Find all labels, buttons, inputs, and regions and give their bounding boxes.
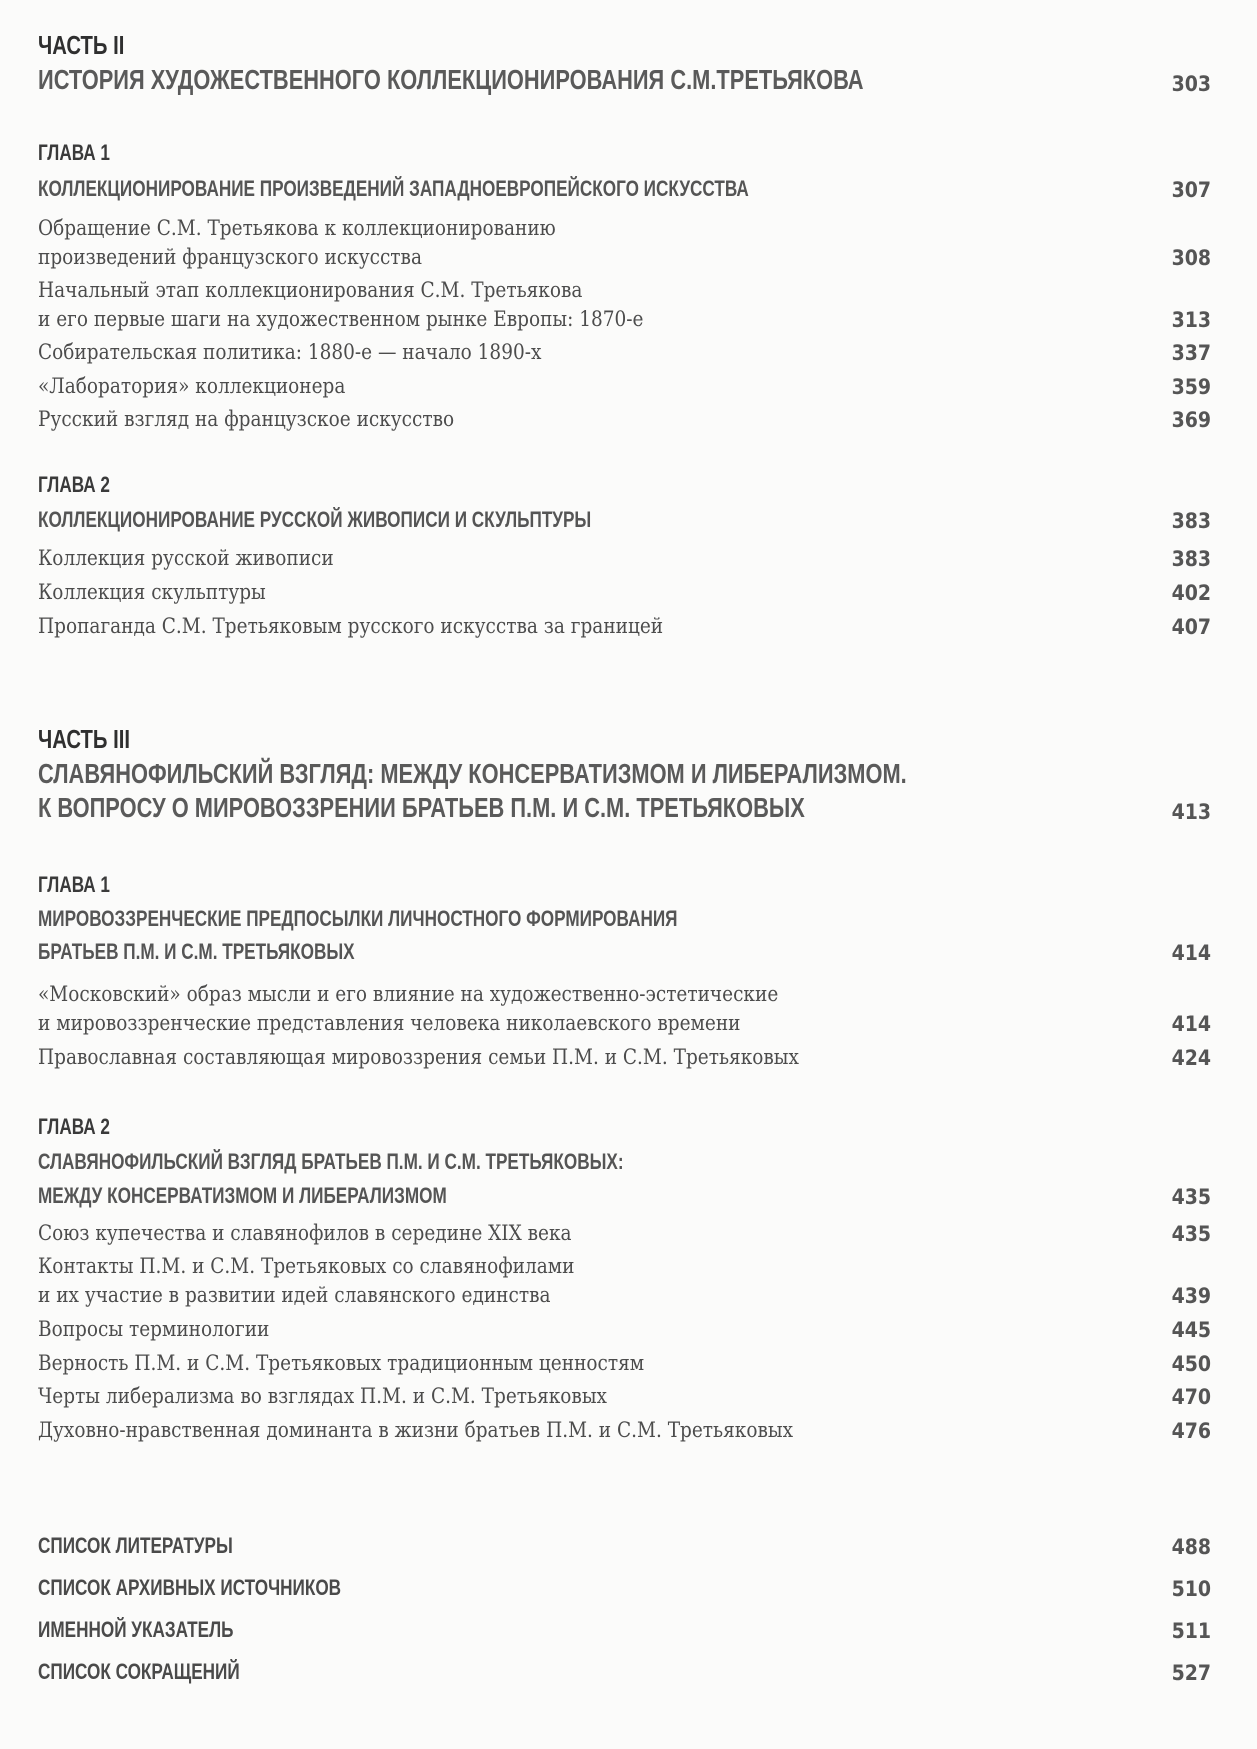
- chapter-label: ГЛАВА 1: [38, 140, 110, 165]
- page-number: 424: [1171, 1046, 1211, 1070]
- part3-ch1-title-line1: [38, 906, 858, 932]
- entry-text: Начальный этап коллекционирования С.М. Третьякова: [38, 278, 583, 303]
- entry-text: Черты либерализма во взглядах П.М. и С.М. Третьяковых: [38, 1384, 607, 1409]
- back-matter-item: [38, 1659, 1211, 1685]
- part3-title-line1: [38, 758, 1152, 790]
- back-matter-title: ИМЕННОЙ УКАЗАТЕЛЬ: [38, 1617, 234, 1642]
- chapter-title: МЕЖДУ КОНСЕРВАТИЗМОМ И ЛИБЕРАЛИЗМОМ: [38, 1183, 447, 1208]
- chapter-title: БРАТЬЕВ П.М. И С.М. ТРЕТЬЯКОВЫХ: [38, 939, 355, 964]
- page-number: 308: [1171, 246, 1211, 270]
- part3-ch1-label: [38, 872, 130, 898]
- toc-entry: [38, 374, 1211, 399]
- part2-ch2-title-row: [38, 507, 1211, 533]
- chapter-label: ГЛАВА 2: [38, 1114, 110, 1139]
- entry-text: Пропаганда С.М. Третьяковым русского искусства за границей: [38, 614, 664, 639]
- toc-entry-line: [38, 216, 640, 241]
- chapter-label: ГЛАВА 2: [38, 472, 110, 497]
- page-number: 383: [1171, 547, 1211, 571]
- page-number: 383: [1171, 509, 1211, 533]
- toc-entry-line: [38, 1254, 662, 1279]
- part2-ch2-label: [38, 472, 130, 498]
- toc-entry: [38, 1317, 1211, 1342]
- page-number: 359: [1171, 375, 1211, 399]
- page-number: 307: [1171, 178, 1211, 202]
- part3-ch1-title-row: [38, 939, 1211, 965]
- toc-entry: [38, 580, 1211, 605]
- part-label-text: ЧАСТЬ II: [38, 30, 125, 60]
- entry-text: и мировоззренческие представления человека николаевского времени: [38, 1011, 741, 1036]
- toc-entry-line: [38, 278, 671, 303]
- page-number: 476: [1171, 1419, 1211, 1443]
- part3-title-row: [38, 792, 1211, 824]
- page-number: 313: [1171, 308, 1211, 332]
- part-title: СЛАВЯНОФИЛЬСКИЙ ВЗГЛЯД: МЕЖДУ КОНСЕРВАТИЗМОМ И ЛИБЕРАЛИЗМОМ.: [38, 758, 907, 789]
- toc-entry: [38, 1283, 1211, 1308]
- back-matter-title: СПИСОК ЛИТЕРАТУРЫ: [38, 1533, 233, 1558]
- entry-text: Контакты П.М. и С.М. Третьяковых со славянофилами: [38, 1254, 575, 1279]
- part3-ch2-title-row: [38, 1183, 1211, 1209]
- toc-entry: [38, 614, 1211, 639]
- toc-entry: [38, 1221, 1211, 1246]
- chapter-title: КОЛЛЕКЦИОНИРОВАНИЕ РУССКОЙ ЖИВОПИСИ И СКУЛЬПТУРЫ: [38, 507, 592, 532]
- back-matter-title: СПИСОК СОКРАЩЕНИЙ: [38, 1659, 240, 1684]
- entry-text: Союз купечества и славянофилов в середине XIX века: [38, 1221, 572, 1246]
- page-number: 369: [1171, 408, 1211, 432]
- toc-entry: [38, 1418, 1211, 1443]
- toc-entry: [38, 307, 1211, 332]
- page-number: 337: [1171, 341, 1211, 365]
- page-number: 414: [1171, 1012, 1211, 1036]
- entry-text: «Лаборатория» коллекционера: [38, 374, 346, 399]
- entry-text: Коллекция русской живописи: [38, 546, 334, 571]
- part2-ch1-title-row: [38, 176, 1211, 202]
- page-number: 511: [1171, 1619, 1211, 1643]
- page-number: 435: [1171, 1222, 1211, 1246]
- page-number: 450: [1171, 1352, 1211, 1376]
- chapter-title: КОЛЛЕКЦИОНИРОВАНИЕ ПРОИЗВЕДЕНИЙ ЗАПАДНОЕВРОПЕЙСКОГО ИСКУССТВА: [38, 176, 749, 201]
- page-number: 402: [1171, 581, 1211, 605]
- part3-ch2-label: [38, 1114, 130, 1140]
- page-number: 527: [1171, 1661, 1211, 1685]
- toc-entry: [38, 1351, 1211, 1376]
- toc-entry: [38, 546, 1211, 571]
- entry-text: Православная составляющая мировоззрения семьи П.М. и С.М. Третьяковых: [38, 1045, 799, 1070]
- entry-text: и их участие в развитии идей славянского единства: [38, 1283, 551, 1308]
- entry-text: и его первые шаги на художественном рынке Европы: 1870-е: [38, 307, 644, 332]
- back-matter-item: [38, 1575, 1211, 1601]
- toc-entry-line: [38, 982, 899, 1007]
- part-title: ИСТОРИЯ ХУДОЖЕСТВЕННОГО КОЛЛЕКЦИОНИРОВАНИЯ С.М.ТРЕТЬЯКОВА: [38, 64, 864, 95]
- back-matter-item: [38, 1617, 1211, 1643]
- entry-text: Верность П.М. и С.М. Третьяковых традиционным ценностям: [38, 1351, 645, 1376]
- entry-text: Собирательская политика: 1880-е — начало 1890-х: [38, 340, 542, 365]
- toc-entry: [38, 1384, 1211, 1409]
- entry-text: Коллекция скульптуры: [38, 580, 266, 605]
- entry-text: Вопросы терминологии: [38, 1317, 270, 1342]
- entry-text: Обращение С.М. Третьякова к коллекционированию: [38, 216, 556, 241]
- part2-label: [38, 30, 149, 61]
- page-number: 414: [1171, 941, 1211, 965]
- entry-text: произведений французского искусства: [38, 245, 422, 270]
- page-number: 303: [1171, 72, 1211, 96]
- back-matter-title: СПИСОК АРХИВНЫХ ИСТОЧНИКОВ: [38, 1575, 342, 1600]
- part3-ch2-title-line1: [38, 1149, 789, 1175]
- back-matter-item: [38, 1533, 1211, 1559]
- chapter-title: МИРОВОЗЗРЕНЧЕСКИЕ ПРЕДПОСЫЛКИ ЛИЧНОСТНОГО ФОРМИРОВАНИЯ: [38, 906, 678, 931]
- page-number: 439: [1171, 1284, 1211, 1308]
- page-number: 407: [1171, 615, 1211, 639]
- entry-text: Русский взгляд на французское искусство: [38, 407, 455, 432]
- part2-ch1-label: [38, 140, 130, 166]
- page-number: 445: [1171, 1318, 1211, 1342]
- page-number: 435: [1171, 1185, 1211, 1209]
- toc-entry: [38, 1045, 1211, 1070]
- toc-entry: [38, 407, 1211, 432]
- part2-title-row: [38, 64, 1211, 96]
- chapter-label: ГЛАВА 1: [38, 872, 110, 897]
- page-number: 413: [1171, 800, 1211, 824]
- toc-entry: [38, 1011, 1211, 1036]
- part-label-text: ЧАСТЬ III: [38, 724, 131, 754]
- page-number: 488: [1171, 1535, 1211, 1559]
- chapter-title: СЛАВЯНОФИЛЬСКИЙ ВЗГЛЯД БРАТЬЕВ П.М. И С.М. ТРЕТЬЯКОВЫХ:: [38, 1149, 624, 1174]
- part-title: К ВОПРОСУ О МИРОВОЗЗРЕНИИ БРАТЬЕВ П.М. И С.М. ТРЕТЬЯКОВЫХ: [38, 792, 805, 823]
- page-number: 510: [1171, 1577, 1211, 1601]
- page-number: 470: [1171, 1385, 1211, 1409]
- toc-entry: [38, 245, 1211, 270]
- entry-text: Духовно-нравственная доминанта в жизни братьев П.М. и С.М. Третьяковых: [38, 1418, 794, 1443]
- entry-text: «Московский» образ мысли и его влияние на художественно-эстетические: [38, 982, 779, 1007]
- toc-entry: [38, 340, 1211, 365]
- part3-label: [38, 724, 156, 755]
